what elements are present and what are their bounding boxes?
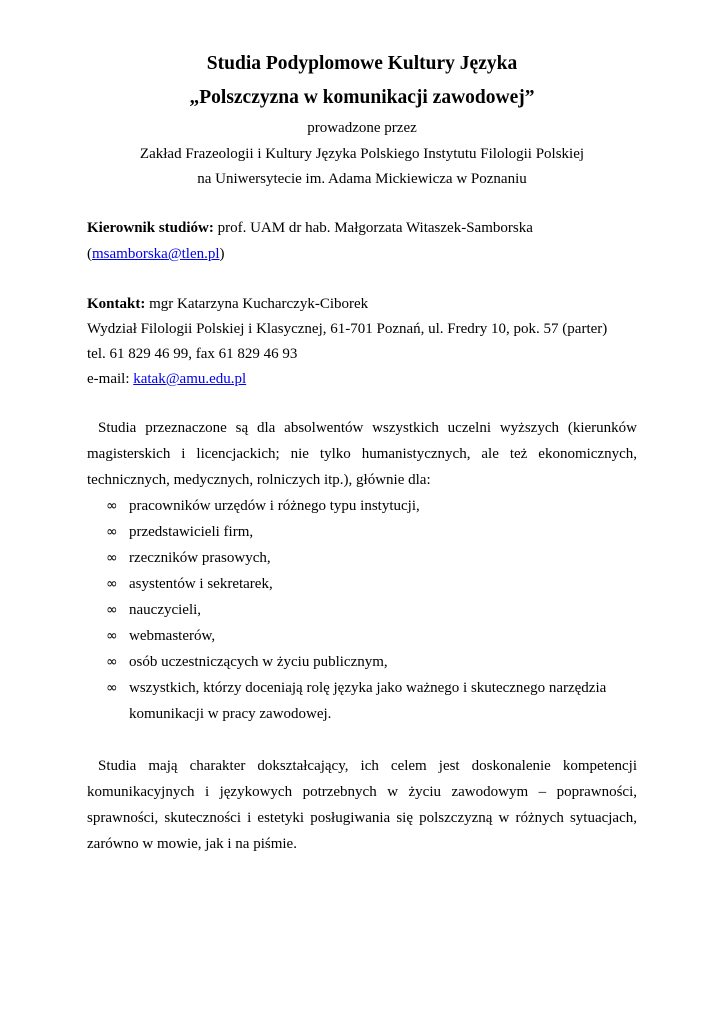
director-email-line	[87, 245, 637, 263]
contact-email-label: e-mail:	[87, 371, 134, 387]
director-name: prof. UAM dr hab. Małgorzata Witaszek-Samborska	[213, 220, 533, 236]
list-item: ∞ pracowników urzędów i różnego typu instytucji,	[87, 493, 637, 519]
contact-email-link[interactable]: katak@amu.edu.pl	[133, 371, 247, 387]
intro-line-1: Studia przeznaczone są dla absolwentów wszystkich uczelni wyższych (kierunków	[98, 420, 637, 436]
infinity-bullet-icon: ∞	[106, 498, 118, 514]
contact-line	[87, 295, 637, 313]
intro-line-2: magisterskich i licencjackich; nie tylko humanistycznych, ale też ekonomicznych,	[87, 446, 637, 462]
infinity-bullet-icon: ∞	[106, 524, 118, 540]
list-item: ∞ wszystkich, którzy doceniają rolę języka jako ważnego i skutecznego narzędzia komunikacji w pracy zawodowej.	[87, 675, 637, 727]
contact-label: Kontakt:	[87, 296, 146, 312]
intro-line-3: technicznych, medycznych, rolniczych itp.), głównie dla:	[87, 472, 431, 488]
contact-phone: tel. 61 829 46 99, fax 61 829 46 93	[87, 346, 298, 362]
director-label: Kierownik studiów:	[87, 220, 214, 236]
infinity-bullet-icon: ∞	[106, 602, 118, 618]
director-line	[87, 219, 637, 237]
contact-name: mgr Katarzyna Kucharczyk-Ciborek	[145, 296, 369, 312]
infinity-bullet-icon: ∞	[106, 680, 118, 696]
program-name: „Polszczyzna w komunikacji zawodowej”	[189, 87, 535, 108]
infinity-bullet-icon: ∞	[106, 654, 118, 670]
contact-address: Wydział Filologii Polskiej i Klasycznej, 61-701 Poznań, ul. Fredry 10, pok. 57 (parter)	[87, 321, 608, 337]
institution-line-2: na Uniwersytecie im. Adama Mickiewicza w Poznaniu	[197, 171, 527, 187]
infinity-bullet-icon: ∞	[106, 576, 118, 592]
audience-list	[87, 493, 637, 727]
character-line-2: komunikacyjnych i językowych potrzebnych w życiu zawodowym – poprawności,	[87, 784, 637, 800]
list-item: ∞ rzeczników prasowych,	[87, 545, 637, 571]
character-line-1: Studia mają charakter dokształcający, ich celem jest doskonalenie kompetencji	[98, 758, 637, 774]
infinity-bullet-icon: ∞	[106, 628, 118, 644]
subtitle: prowadzone przez	[307, 120, 417, 136]
director-email-close: )	[219, 246, 225, 262]
director-email-open: (	[87, 246, 92, 262]
list-item: ∞ osób uczestniczących w życiu publicznym,	[87, 649, 637, 675]
list-item: ∞ asystentów i sekretarek,	[87, 571, 637, 597]
institution-line-1: Zakład Frazeologii i Kultury Języka Polskiego Instytutu Filologii Polskiej	[139, 146, 585, 162]
infinity-bullet-icon: ∞	[106, 550, 118, 566]
character-line-3: sprawności, skuteczności i estetyki posługiwania się polszczyzną w różnych sytuacjach,	[87, 810, 637, 826]
character-paragraph	[87, 753, 637, 857]
list-item: ∞ webmasterów,	[87, 623, 637, 649]
list-item: ∞ nauczycieli,	[87, 597, 637, 623]
document-title: Studia Podyplomowe Kultury Języka	[206, 53, 518, 74]
character-line-4: zarówno w mowie, jak i na piśmie.	[87, 836, 297, 852]
director-email-link[interactable]: msamborska@tlen.pl	[92, 246, 220, 262]
intro-paragraph	[87, 415, 637, 493]
contact-email-line	[87, 370, 637, 388]
list-item: ∞ przedstawicieli firm,	[87, 519, 637, 545]
